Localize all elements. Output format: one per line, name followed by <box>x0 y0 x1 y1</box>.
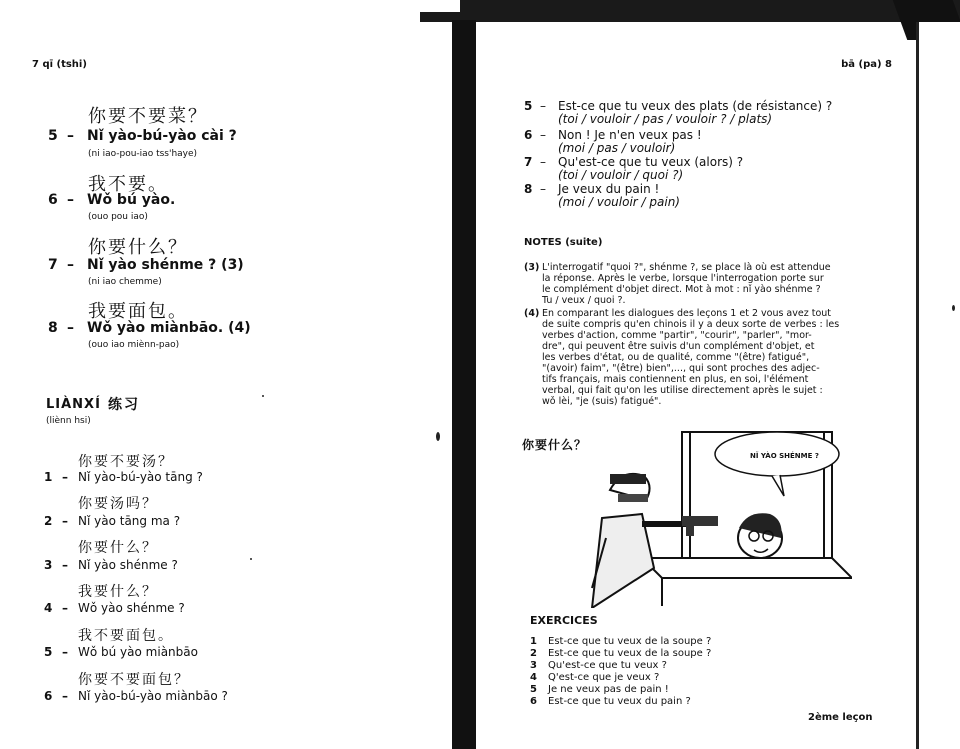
exercice-1-number: 1 <box>530 636 537 647</box>
translation-5-number: 5 <box>524 99 533 113</box>
lianxi-transcription: (liènn hsi) <box>46 416 91 426</box>
illustration-caption: 你要什么？ <box>522 438 588 452</box>
dialogue-6-pinyin: Wǒ bú yào. <box>87 192 176 208</box>
lianxi-title: LIÀNXÍ <box>46 397 101 412</box>
translation-dash: – <box>540 128 546 142</box>
exercice-5-number: 5 <box>530 684 537 695</box>
note-4-body <box>542 308 882 407</box>
translation-7-number: 7 <box>524 155 533 169</box>
dialogue-7-transcription: (ni iao chemme) <box>88 277 162 287</box>
exercise-1-pinyin: Nǐ yào-bú-yào tāng ? <box>78 470 203 484</box>
exercise-dash: – <box>62 514 68 528</box>
exercise-2-chinese: 你要汤吗？ <box>78 496 158 512</box>
exercice-1-text: Est-ce que tu veux de la soupe ? <box>548 636 712 647</box>
exercice-6-number: 6 <box>530 696 537 707</box>
note-line: la réponse. Après le verbe, lorsque l'interrogation porte sur <box>542 273 824 284</box>
dialogue-6-number: 6 <box>48 192 58 208</box>
translation-dash: – <box>540 155 546 169</box>
book-gutter <box>452 20 476 749</box>
exercise-6-number: 6 <box>44 689 53 703</box>
translation-6-gloss: (moi / pas / vouloir) <box>558 141 676 155</box>
dialogue-7-chinese: 你要什么？ <box>88 237 188 258</box>
exercise-5-pinyin: Wǒ bú yào miànbāo <box>78 645 198 659</box>
dialogue-5-transcription: (ni iao-pou-iao tss'haye) <box>88 149 198 159</box>
note-line: dre", qui peuvent être suivis d'un complément d'objet, et <box>542 341 815 352</box>
left-page <box>30 40 430 740</box>
dialogue-5-pinyin: Nǐ yào-bú-yào cài ? <box>87 128 237 144</box>
dialogue-8-pinyin: Wǒ yào miànbāo. (4) <box>87 320 251 336</box>
dialogue-5-number: 5 <box>48 128 58 144</box>
exercice-2-number: 2 <box>530 648 537 659</box>
dialogue-8-chinese: 我要面包。 <box>88 301 188 322</box>
exercise-2-pinyin: Nǐ yào tāng ma ? <box>78 514 181 528</box>
dialogue-dash: – <box>67 128 74 144</box>
exercise-6-chinese: 你要不要面包？ <box>78 672 190 688</box>
translation-8-gloss: (moi / vouloir / pain) <box>558 195 680 209</box>
exercise-dash: – <box>62 601 68 615</box>
note-line: "(avoir) faim", "(être) bien",..., qui sont proches des adjec- <box>542 363 820 374</box>
translation-6-number: 6 <box>524 128 533 142</box>
translation-5-text: Est-ce que tu veux des plats (de résistance) ? <box>558 99 833 113</box>
exercise-4-pinyin: Wǒ yào shénme ? <box>78 601 185 615</box>
note-3-number: (3) <box>524 262 540 273</box>
dialogue-6-chinese: 我不要。 <box>88 174 168 195</box>
exercise-dash: – <box>62 689 68 703</box>
exercise-dash: – <box>62 558 68 572</box>
note-line: wǒ lèi, "je (suis) fatigué". <box>542 396 662 407</box>
note-4-number: (4) <box>524 308 540 319</box>
exercise-dash: – <box>62 470 68 484</box>
exercices-title: EXERCICES <box>530 614 598 627</box>
cartoon-illustration <box>522 428 852 608</box>
translation-6-text: Non ! Je n'en veux pas ! <box>558 128 702 142</box>
note-line: de suite compris qu'en chinois il y a deux sorte de verbes : les <box>542 319 840 330</box>
exercise-4-number: 4 <box>44 601 53 615</box>
note-line: En comparant les dialogues des leçons 1 et 2 vous avez tout <box>542 308 832 319</box>
dialogue-dash: – <box>67 257 74 273</box>
note-line: verbes d'action, comme "partir", "courir", "parler", "mor- <box>542 330 812 341</box>
exercice-3-text: Qu'est-ce que tu veux ? <box>548 660 667 671</box>
note-line: Tu / veux / quoi ?. <box>542 295 626 306</box>
translation-7-text: Qu'est-ce que tu veux (alors) ? <box>558 155 744 169</box>
lesson-label: 2ème leçon <box>808 712 873 723</box>
right-page <box>492 40 892 740</box>
exercise-2-number: 2 <box>44 514 53 528</box>
dialogue-dash: – <box>67 192 74 208</box>
translation-7-gloss: (toi / vouloir / quoi ?) <box>558 168 684 182</box>
dialogue-dash: – <box>67 320 74 336</box>
exercise-1-chinese: 你要不要汤？ <box>78 454 174 470</box>
exercise-3-number: 3 <box>44 558 53 572</box>
dialogue-8-number: 8 <box>48 320 58 336</box>
exercice-4-number: 4 <box>530 672 537 683</box>
translation-8-number: 8 <box>524 182 533 196</box>
note-line: le complément d'objet direct. Mot à mot : nǐ yào shénme ? <box>542 284 821 295</box>
exercice-2-text: Est-ce que tu veux de la soupe ? <box>548 648 712 659</box>
scan-margin-top <box>0 0 460 12</box>
left-folio: 7 qī (tshi) <box>32 59 87 70</box>
dialogue-7-pinyin: Nǐ yào shénme ? (3) <box>87 257 244 273</box>
scan-shadow-top <box>420 0 960 22</box>
scan-speck <box>952 305 955 311</box>
exercice-4-text: Q'est-ce que je veux ? <box>548 672 660 683</box>
exercice-6-text: Est-ce que tu veux du pain ? <box>548 696 691 707</box>
note-3-body <box>542 262 882 306</box>
speech-bubble-text: NǏ YÀO SHÉNME ? <box>750 452 819 460</box>
scan-speck <box>262 395 264 397</box>
exercice-5-text: Je ne veux pas de pain ! <box>548 684 669 695</box>
exercise-5-chinese: 我不要面包。 <box>78 628 174 644</box>
translation-5-gloss: (toi / vouloir / pas / vouloir ? / plats) <box>558 112 773 126</box>
scan-speck <box>436 432 440 441</box>
note-line: tifs français, mais contiennent en plus, en soi, l'élément <box>542 374 809 385</box>
dialogue-6-transcription: (ouo pou iao) <box>88 212 148 222</box>
note-line: les verbes d'état, ou de qualité, comme "(être) fatigué", <box>542 352 810 363</box>
exercise-5-number: 5 <box>44 645 53 659</box>
exercise-6-pinyin: Nǐ yào-bú-yào miànbāo ? <box>78 689 228 703</box>
translation-dash: – <box>540 99 546 113</box>
right-folio: bā (pa) 8 <box>841 59 892 70</box>
exercise-3-chinese: 你要什么？ <box>78 540 158 556</box>
translation-8-text: Je veux du pain ! <box>558 182 660 196</box>
exercise-4-chinese: 我要什么？ <box>78 584 158 600</box>
dialogue-8-transcription: (ouo iao miènn-pao) <box>88 340 180 350</box>
note-line: L'interrogatif "quoi ?", shénme ?, se place là où est attendue <box>542 262 831 273</box>
scan-speck <box>250 558 252 560</box>
translation-dash: – <box>540 182 546 196</box>
dialogue-7-number: 7 <box>48 257 58 273</box>
dialogue-5-chinese: 你要不要菜？ <box>88 106 208 127</box>
note-line: verbal, qui fait qu'on les utilise directement après le sujet : <box>542 385 823 396</box>
scan-right-edge <box>916 22 960 749</box>
exercice-3-number: 3 <box>530 660 537 671</box>
notes-title: NOTES (suite) <box>524 237 603 248</box>
exercise-1-number: 1 <box>44 470 53 484</box>
lianxi-chinese: 练习 <box>108 397 140 413</box>
exercise-dash: – <box>62 645 68 659</box>
exercise-3-pinyin: Nǐ yào shénme ? <box>78 558 178 572</box>
